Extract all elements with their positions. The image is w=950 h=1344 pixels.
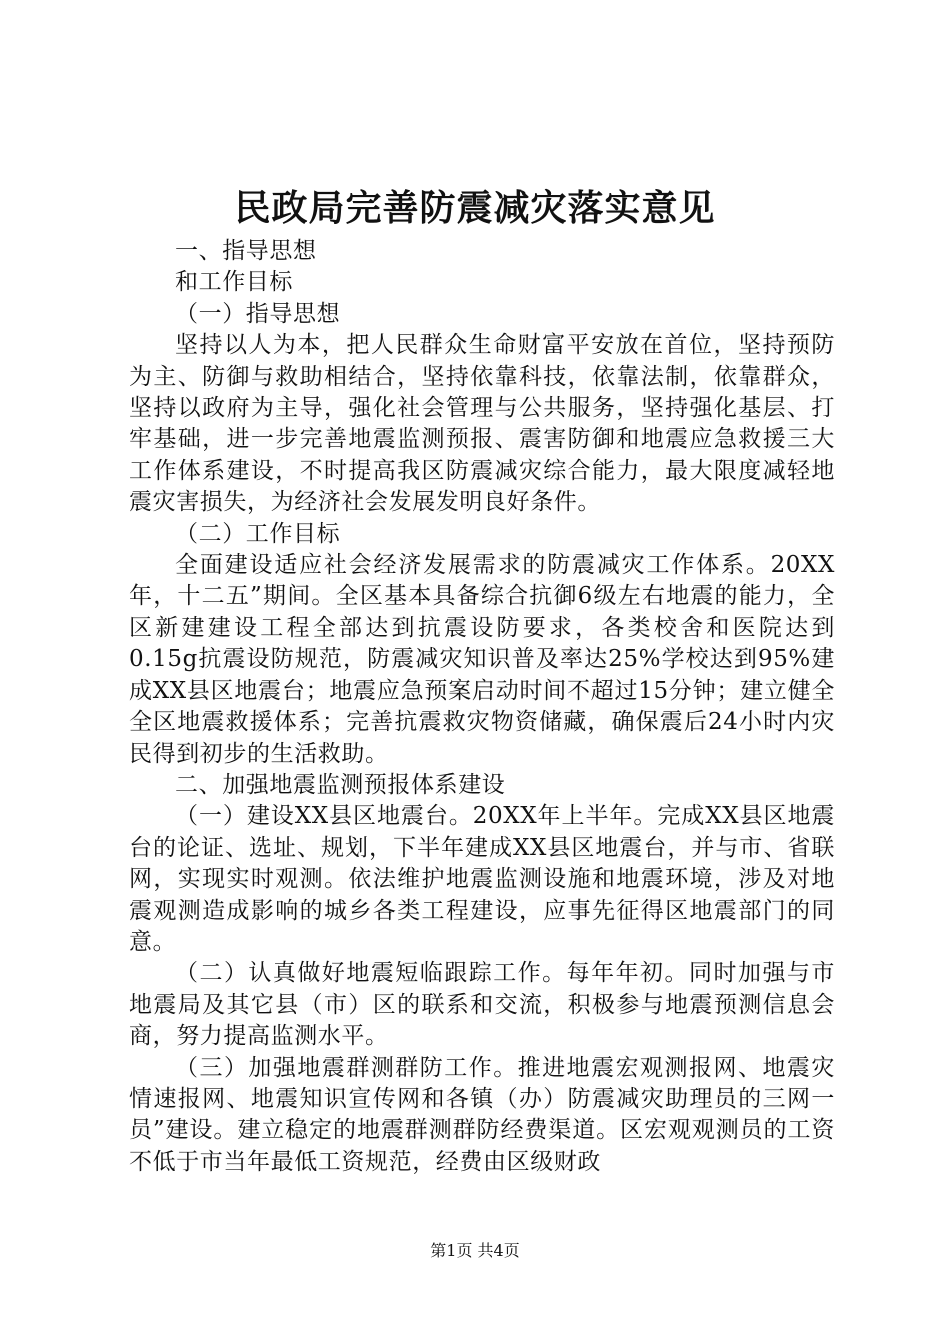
page-number: 第1页 共4页 bbox=[430, 1241, 520, 1260]
document-body bbox=[129, 236, 835, 1178]
paragraph: （二）认真做好地震短临跟踪工作。每年年初。同时加强与市地震局及其它县（市）区的联系和交流，积极参与地震预测信息会商，努力提高监测水平。 bbox=[129, 960, 835, 1050]
section-heading: 和工作目标 bbox=[175, 269, 293, 296]
paragraph: 坚持以人为本，把人民群众生命财富平安放在首位，坚持预防为主、防御与救助相结合，坚持依靠科技，依靠法制，依靠群众，坚持以政府为主导，强化社会管理与公共服务，坚持强化基层、打牢基础，进一步完善地震监测预报、震害防御和地震应急救援三大工作体系建设，不时提高我区防震减灾综合能力，最大限度减轻地震灾害损失，为经济社会发展发明良好条件。 bbox=[129, 332, 835, 516]
paragraph: （三）加强地震群测群防工作。推进地震宏观测报网、地震灾情速报网、地震知识宣传网和各镇（办）防震减灾助理员的三网一员”建设。建立稳定的地震群测群防经费渠道。区宏观观测员的工资不低于市当年最低工资规范，经费由区级财政 bbox=[129, 1054, 835, 1175]
paragraph: （一）建设XX县区地震台。20XX年上半年。完成XX县区地震台的论证、选址、规划，下半年建成XX县区地震台，并与市、省联网，实现实时观测。依法维护地震监测设施和地震环境，涉及对地震观测造成影响的城乡各类工程建设，应事先征得区地震部门的同意。 bbox=[129, 803, 835, 955]
subsection-heading: （一）指导思想 bbox=[175, 300, 341, 327]
subsection-heading: （二）工作目标 bbox=[175, 520, 341, 547]
paragraph: 全面建设适应社会经济发展需求的防震减灾工作体系。20XX年，十二五”期间。全区基本具备综合抗御6级左右地震的能力，全区新建建设工程全部达到抗震设防要求，各类校舍和医院达到0.15g抗震设防规范，防震减灾知识普及率达25%学校达到95%建成XX县区地震台；地震应急预案启动时间不超过15分钟；建立健全全区地震救援体系；完善抗震救灾物资储藏，确保震后24小时内灾民得到初步的生活救助。 bbox=[129, 552, 835, 767]
section-heading: 二、加强地震监测预报体系建设 bbox=[175, 771, 506, 798]
document-title: 民政局完善防震减灾落实意见 bbox=[234, 187, 716, 229]
section-heading: 一、指导思想 bbox=[175, 238, 317, 264]
